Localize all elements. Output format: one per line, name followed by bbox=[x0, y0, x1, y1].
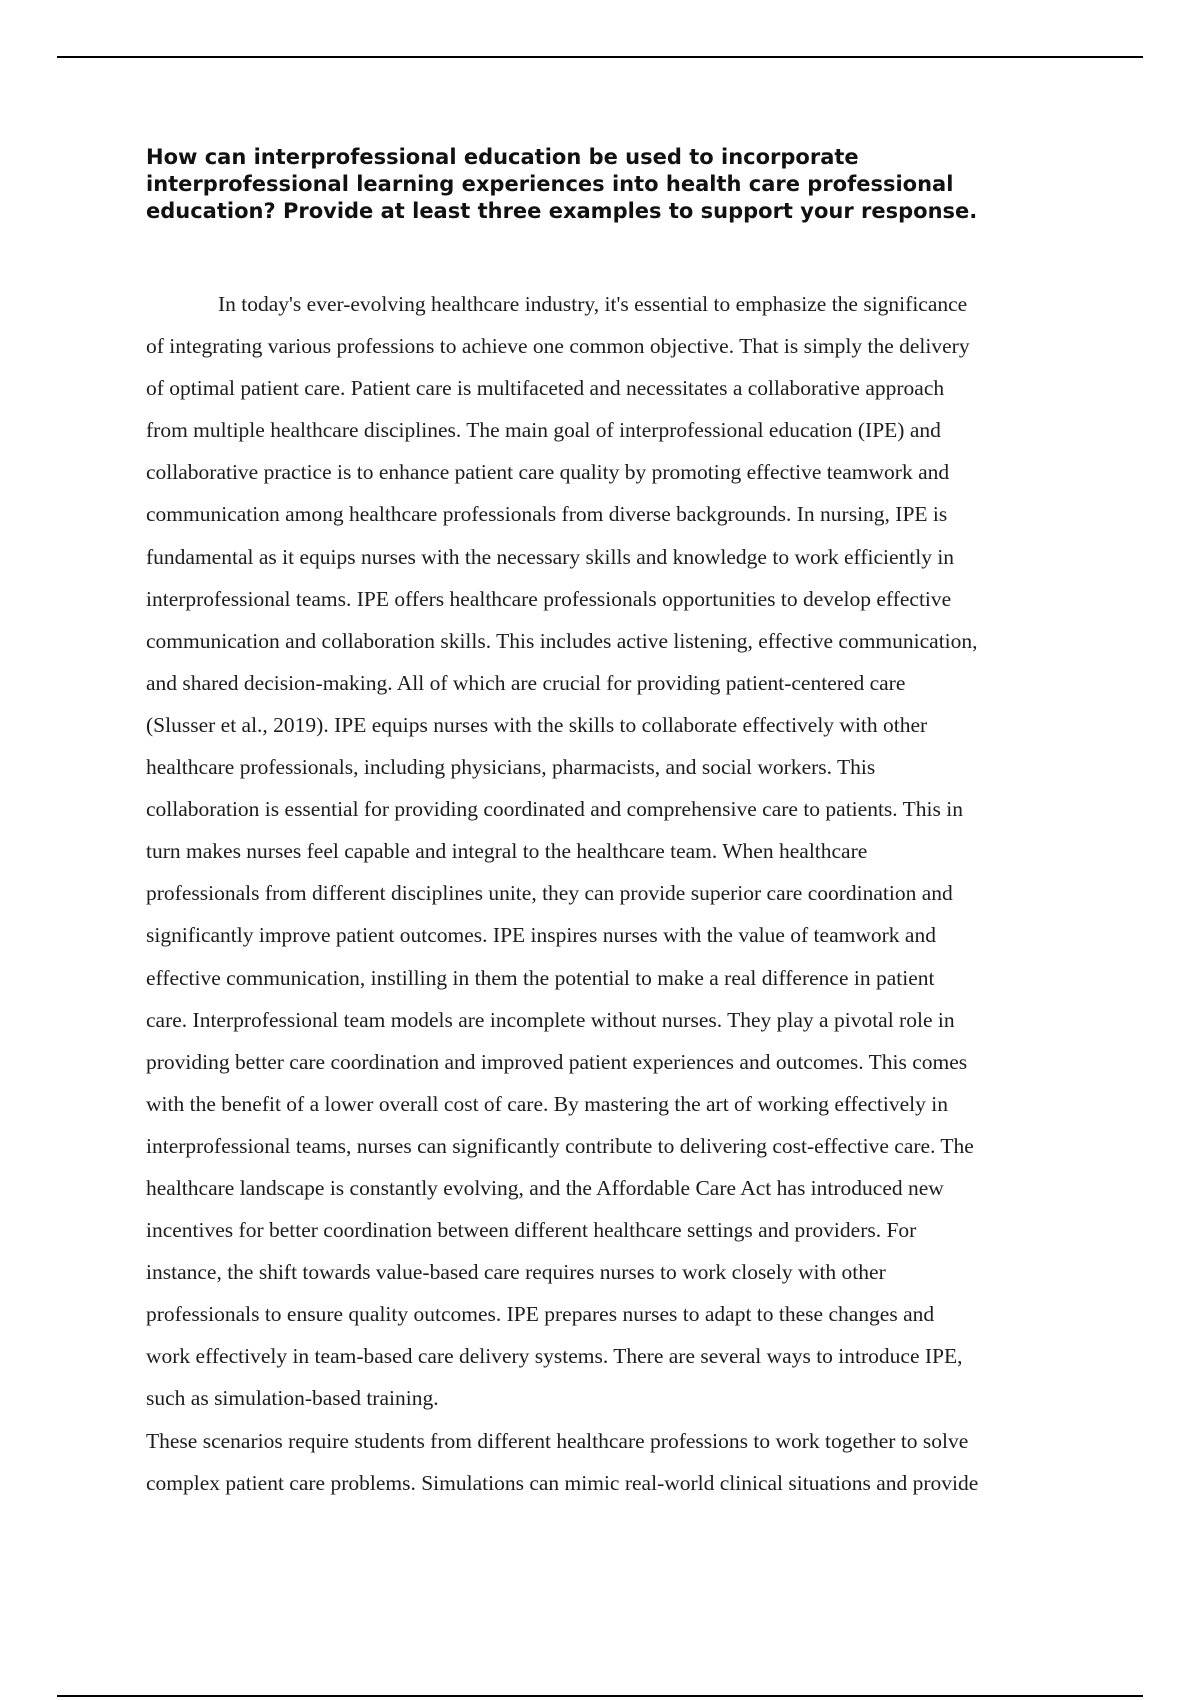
question-line: interprofessional learning experiences into health care professional bbox=[146, 172, 954, 196]
paragraph-line: (Slusser et al., 2019). IPE equips nurses with the skills to collaborate effectively with other bbox=[146, 712, 928, 737]
paragraph-line: healthcare landscape is constantly evolving, and the Affordable Care Act has introduced new bbox=[146, 1175, 944, 1200]
paragraph-line: professionals from different disciplines unite, they can provide superior care coordination and bbox=[146, 881, 953, 906]
page-bottom-rule bbox=[57, 1695, 1143, 1697]
paragraph-line: instance, the shift towards value-based care requires nurses to work closely with other bbox=[146, 1260, 886, 1285]
paragraph-line: with the benefit of a lower overall cost of care. By mastering the art of working effectively in bbox=[146, 1091, 948, 1116]
paragraph-line: communication among healthcare professionals from diverse backgrounds. In nursing, IPE is bbox=[146, 502, 948, 527]
paragraph-line: fundamental as it equips nurses with the necessary skills and knowledge to work efficiently in bbox=[146, 544, 955, 569]
paragraph-line: In today's ever-evolving healthcare industry, it's essential to emphasize the significance bbox=[218, 292, 968, 316]
paragraph-line: significantly improve patient outcomes. IPE inspires nurses with the value of teamwork and bbox=[146, 923, 936, 948]
paragraph-2 bbox=[146, 1420, 1086, 1504]
paragraph-line: interprofessional teams, nurses can significantly contribute to delivering cost-effective care. The bbox=[146, 1133, 974, 1158]
paragraph-line: such as simulation-based training. bbox=[146, 1386, 439, 1411]
paragraph-line: work effectively in team-based care delivery systems. There are several ways to introduce IPE, bbox=[146, 1344, 963, 1369]
paragraph-line: and shared decision-making. All of which are crucial for providing patient-centered care bbox=[146, 670, 906, 695]
paragraph-line: effective communication, instilling in them the potential to make a real difference in patient bbox=[146, 965, 935, 990]
paragraph-line: interprofessional teams. IPE offers healthcare professionals opportunities to develop effective bbox=[146, 586, 952, 611]
paragraph-line: healthcare professionals, including physicians, pharmacists, and social workers. This bbox=[146, 755, 876, 780]
body-text bbox=[146, 283, 1086, 1504]
paragraph-line: of optimal patient care. Patient care is multifaceted and necessitates a collaborative approach bbox=[146, 376, 945, 401]
paragraph-line: of integrating various professions to achieve one common objective. That is simply the delivery bbox=[146, 334, 970, 359]
paragraph-line: from multiple healthcare disciplines. The main goal of interprofessional education (IPE) and bbox=[146, 418, 941, 443]
page-top-rule bbox=[57, 56, 1143, 58]
question-heading bbox=[146, 144, 1086, 225]
paragraph-line: providing better care coordination and improved patient experiences and outcomes. This comes bbox=[146, 1049, 968, 1074]
paragraph-line: complex patient care problems. Simulations can mimic real-world clinical situations and provide bbox=[146, 1470, 979, 1495]
paragraph-line: communication and collaboration skills. This includes active listening, effective communication, bbox=[146, 628, 978, 653]
paragraph-line: collaborative practice is to enhance patient care quality by promoting effective teamwork and bbox=[146, 460, 950, 485]
paragraph-line: These scenarios require students from different healthcare professions to work together to solve bbox=[146, 1428, 969, 1453]
question-line: How can interprofessional education be used to incorporate bbox=[146, 145, 859, 169]
question-line: education? Provide at least three examples to support your response. bbox=[146, 199, 978, 223]
paragraph-1 bbox=[146, 283, 1086, 1420]
paragraph-line: care. Interprofessional team models are incomplete without nurses. They play a pivotal role in bbox=[146, 1007, 955, 1032]
paragraph-line: turn makes nurses feel capable and integral to the healthcare team. When healthcare bbox=[146, 839, 868, 864]
paragraph-line: incentives for better coordination between different healthcare settings and providers. For bbox=[146, 1218, 917, 1243]
paragraph-line: professionals to ensure quality outcomes. IPE prepares nurses to adapt to these changes and bbox=[146, 1302, 935, 1327]
paragraph-line: collaboration is essential for providing coordinated and comprehensive care to patients. This in bbox=[146, 797, 963, 822]
